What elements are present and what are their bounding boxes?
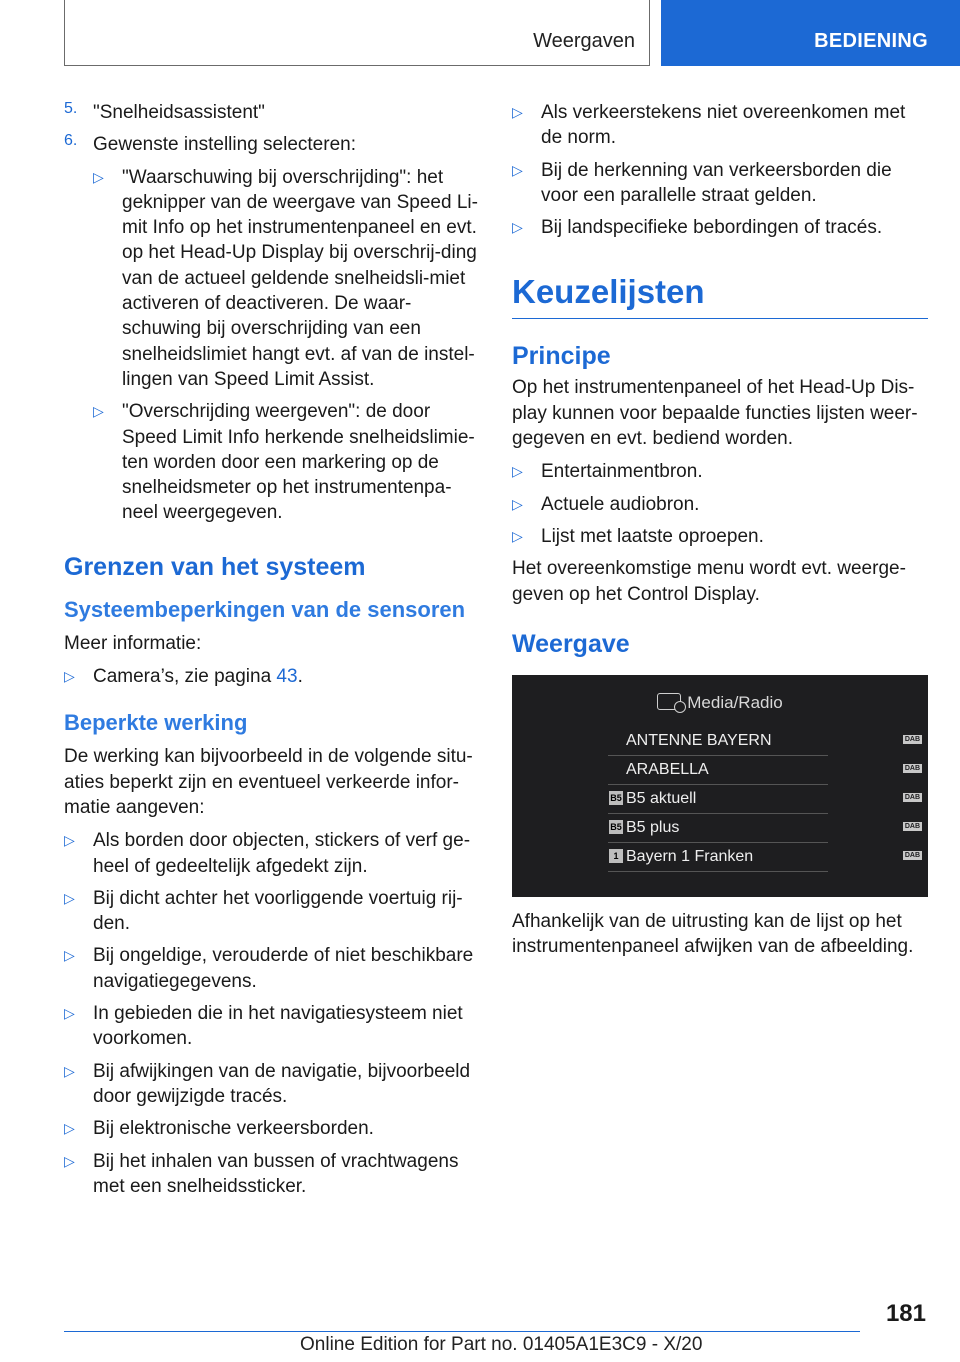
list-item: ▷ Bij elektronische verkeersborden.: [64, 1116, 484, 1141]
list-item: ▷ Bij het inhalen van bussen of vrachtwagens met een snelheidssticker.: [64, 1150, 459, 1197]
dab-tag: DAB: [904, 793, 920, 801]
right-column: [512, 100, 928, 959]
list-item: [608, 814, 920, 843]
list-item: ▷ Actuele audiobron.: [512, 492, 928, 517]
header-section-label: BEDIENING: [814, 30, 928, 52]
principle-text: Op het instrumentenpaneel of het Head-Up Dis-play kunnen voor bepaalde functies lijsten weer-gegeven en evt. bediend worden.: [512, 377, 918, 450]
station-icon: [609, 733, 623, 747]
header-title: Weergaven: [533, 30, 635, 52]
screen-title: Media/Radio: [687, 692, 783, 712]
station-label: ARABELLA: [626, 760, 709, 778]
triangle-bullet-icon: ▷: [93, 168, 104, 185]
edition-text: Online Edition for Part no. 01405A1E3C9 - X/20: [300, 1334, 703, 1355]
triangle-bullet-icon: ▷: [64, 1120, 75, 1137]
heading-sensor-limits: Systeembeperkingen van de sensoren: [64, 596, 466, 622]
station-label: B5 plus: [626, 818, 680, 836]
list-item: ▷ Entertainmentbron.: [512, 459, 928, 484]
triangle-bullet-icon: ▷: [64, 668, 75, 685]
list-item: ▷ Bij de herkenning van verkeersborden die voor een parallelle straat gelden.: [512, 159, 892, 206]
triangle-bullet-icon: ▷: [512, 219, 523, 236]
limited-intro-text: De werking kan bijvoorbeeld in de volgende situ-aties beperkt zijn en eventueel verkeerde infor-matie aangeven:: [64, 746, 473, 818]
limited-list: [64, 828, 484, 1199]
triangle-bullet-icon: ▷: [64, 1005, 75, 1022]
station-label: Bayern 1 Franken: [626, 847, 754, 865]
list-item: [608, 785, 920, 814]
list-item: [608, 756, 920, 785]
menu-text: Het overeenkomstige menu wordt evt. weerge-geven op het Control Display.: [512, 558, 906, 605]
station-icon: [609, 762, 623, 776]
list-item: ▷ Bij dicht achter het voorliggende voertuig rij-den.: [64, 887, 463, 935]
triangle-bullet-icon: ▷: [64, 1152, 75, 1169]
header-section-tab: [661, 0, 960, 66]
step-number: 6.: [64, 132, 78, 150]
media-radio-screenshot: [512, 675, 928, 897]
triangle-bullet-icon: ▷: [512, 104, 523, 120]
step-6-options: [93, 165, 484, 526]
more-info-text: Meer informatie:: [64, 632, 202, 654]
list-item: ▷ Lijst met laatste oproepen.: [512, 524, 928, 549]
principle-list: [512, 459, 928, 549]
heading-principle: Principe: [512, 342, 611, 371]
station-icon: B5: [610, 792, 622, 803]
sign-list: [512, 100, 928, 240]
step-6: [64, 132, 484, 157]
list-item: ▷ Bij landspecifieke bebordingen of tracés.: [512, 215, 928, 240]
station-label: B5 aktuell: [626, 789, 697, 807]
triangle-bullet-icon: ▷: [64, 832, 75, 849]
triangle-bullet-icon: ▷: [512, 463, 523, 480]
header-title-box: [64, 0, 650, 66]
dab-tag: DAB: [904, 822, 920, 830]
heading-limited-function: Beperkte werking: [64, 710, 248, 736]
triangle-bullet-icon: ▷: [512, 495, 523, 512]
triangle-bullet-icon: ▷: [512, 527, 523, 544]
list-item: ▷ Als borden door objecten, stickers of verf ge-heel of gedeeltelijk afgedekt zijn.: [64, 830, 471, 877]
station-icon: B5: [610, 821, 622, 832]
heading-selection-lists: Keuzelijsten: [512, 262, 928, 319]
dab-tag: DAB: [904, 851, 920, 859]
list-item: ▷ Camera’s, zie pagina 43.: [64, 664, 484, 689]
list-item: [608, 727, 920, 756]
dab-tag: DAB: [904, 735, 920, 743]
list-item: ▷ Bij afwijkingen van de navigatie, bijvoorbeeld door gewijzigde tracés.: [64, 1060, 471, 1107]
station-list: [608, 727, 920, 872]
page-reference-link[interactable]: 43: [276, 666, 298, 688]
heading-system-limits: Grenzen van het systeem: [64, 552, 366, 581]
media-radio-icon: [657, 693, 681, 710]
list-item: ▷ In gebieden die in het navigatiesysteem niet voorkomen.: [64, 1003, 463, 1050]
step-5: [64, 100, 484, 125]
triangle-bullet-icon: ▷: [64, 1062, 75, 1079]
dab-tag: DAB: [904, 764, 920, 772]
station-icon: 1: [609, 849, 623, 863]
footer-divider: [64, 1331, 860, 1332]
triangle-bullet-icon: ▷: [64, 889, 75, 906]
screen-header: [512, 693, 928, 713]
triangle-bullet-icon: ▷: [512, 161, 523, 178]
page-number: 181: [885, 1300, 926, 1327]
triangle-bullet-icon: ▷: [64, 947, 75, 964]
heading-display: Weergave: [512, 629, 630, 658]
list-item: ▷ Als verkeerstekens niet overeenkomen met de norm.: [512, 102, 906, 149]
step-number: 5.: [64, 100, 78, 117]
step-text: "Snelheidsassistent": [93, 102, 265, 123]
list-item: ▷ "Overschrijding weergeven": de door Speed Limit Info herkende snelheidslimie-ten worden door een markering op de snelheidsmeter op het instrumentenpa-neel weergegeven.: [93, 401, 475, 524]
triangle-bullet-icon: ▷: [93, 403, 104, 420]
figure-caption: Afhankelijk van de uitrusting kan de lijst op het instrumentenpaneel afwijken van de afbeelding.: [512, 910, 914, 958]
list-item: [608, 843, 920, 872]
list-item: ▷ "Waarschuwing bij overschrijding": het geknipper van de weergave van Speed Li-mit Info op het instrumentenpaneel en evt. op het Head-Up Display bij overschrij-ding van de actueel geldende snelheidsli-miet activeren of deactiveren. De waar-schuwing bij overschrijding van een snelheidslimiet hangt evt. af van de instel-lingen van Speed Limit Assist.: [93, 166, 478, 390]
step-text: Gewenste instelling selecteren:: [93, 134, 356, 156]
list-item: ▷ Bij ongeldige, verouderde of niet beschikbare navigatiegegevens.: [64, 945, 474, 992]
left-column: [64, 100, 484, 1206]
sensor-list: [64, 664, 484, 689]
station-label: ANTENNE BAYERN: [626, 731, 772, 749]
